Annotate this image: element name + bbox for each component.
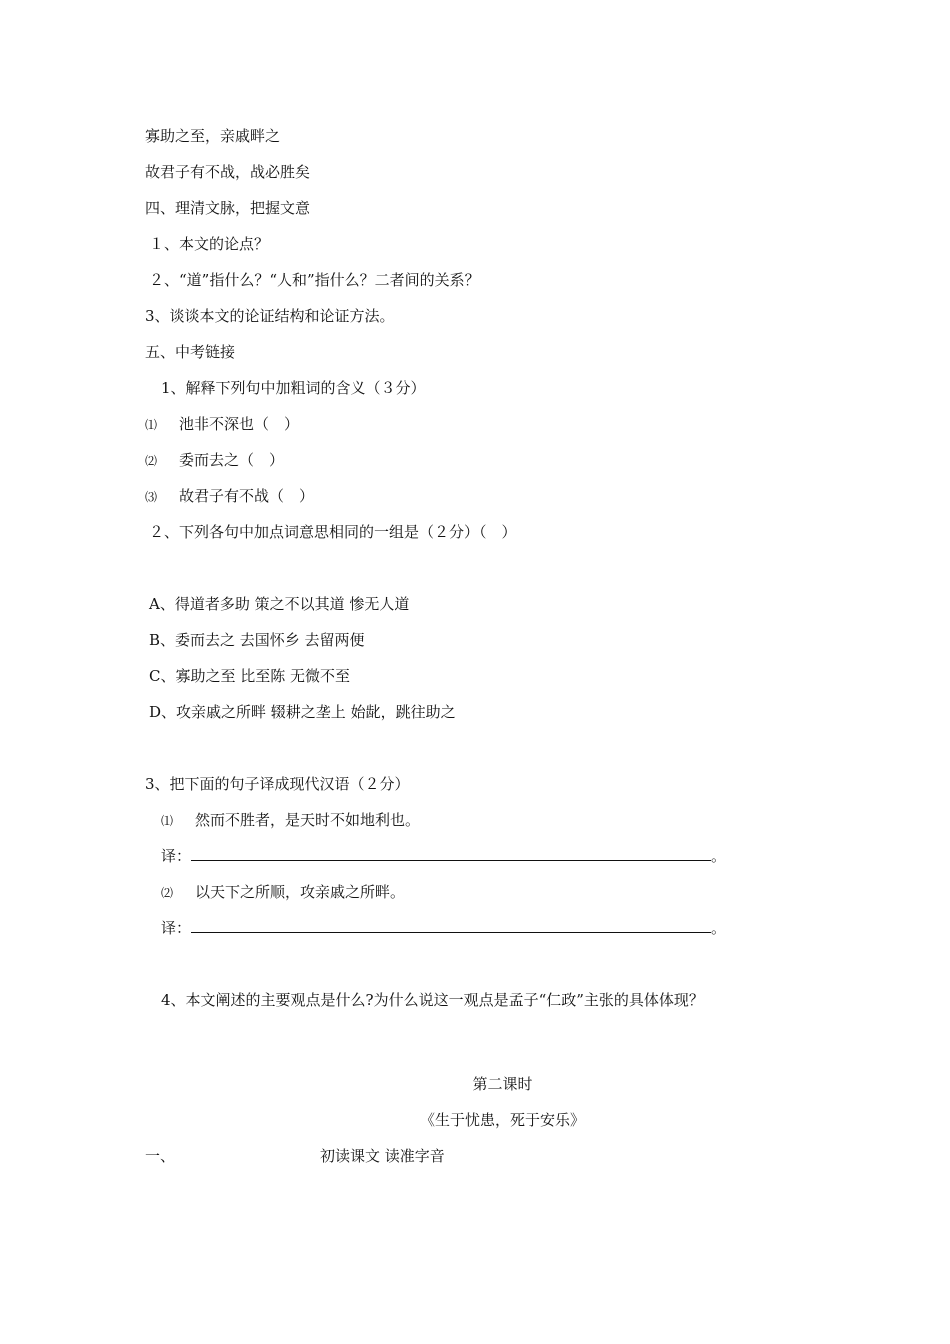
section-number: 一、 xyxy=(145,1147,176,1165)
answer-line xyxy=(161,846,726,866)
question: 3、谈谈本文的论证结构和论证方法。 xyxy=(145,307,395,325)
text-line: 寡助之至，亲戚畔之 xyxy=(145,127,281,145)
list-item xyxy=(145,450,284,471)
list-item xyxy=(145,486,314,507)
question: 4、本文阐述的主要观点是什么?为什么说这一观点是孟子“仁政”主张的具体体现？ xyxy=(161,991,704,1009)
answer-end: 。 xyxy=(711,847,727,865)
list-item xyxy=(161,810,420,831)
item-number: ⑶ xyxy=(145,490,158,504)
item-number: ⑴ xyxy=(145,418,158,432)
answer-end: 。 xyxy=(711,919,727,937)
option-b: B、委而去之 去国怀乡 去留两便 xyxy=(149,631,365,649)
item-number: ⑵ xyxy=(161,886,174,900)
item-text: 然而不胜者，是天时不如地利也。 xyxy=(195,811,421,829)
item-number: ⑵ xyxy=(145,454,158,468)
answer-blank[interactable] xyxy=(191,918,711,933)
answer-blank[interactable] xyxy=(191,846,711,861)
section-heading: 四、理清文脉，把握文意 xyxy=(145,199,311,217)
option-a: A、得道者多助 策之不以其道 惨无人道 xyxy=(149,595,410,613)
lesson-title: 第二课时 xyxy=(472,1075,533,1093)
item-text: 故君子有不战（ ） xyxy=(179,487,315,505)
question: ２、下列各句中加点词意思相同的一组是（２分）（ ） xyxy=(149,523,517,541)
text-line: 故君子有不战，战必胜矣 xyxy=(145,163,311,181)
answer-label: 译： xyxy=(161,919,192,937)
question: 3、把下面的句子译成现代汉语（２分） xyxy=(145,775,410,793)
option-d: D、攻亲戚之所畔 辍耕之垄上 始龀，跳往助之 xyxy=(149,703,456,721)
item-text: 以天下之所顺，攻亲戚之所畔。 xyxy=(195,883,406,901)
lesson-subtitle: 《生于忧患，死于安乐》 xyxy=(419,1111,585,1129)
item-number: ⑴ xyxy=(161,814,174,828)
answer-line xyxy=(161,918,726,938)
option-c: C、寡助之至 比至陈 无微不至 xyxy=(149,667,351,685)
list-item xyxy=(161,882,405,903)
answer-label: 译： xyxy=(161,847,192,865)
item-text: 池非不深也（ ） xyxy=(179,415,300,433)
section-heading xyxy=(145,1146,445,1166)
list-item xyxy=(145,414,299,435)
question: ２、“道”指什么？“人和”指什么？二者间的关系？ xyxy=(149,271,480,289)
section-text: 初读课文 读准字音 xyxy=(320,1147,445,1165)
question: １、本文的论点？ xyxy=(149,235,270,253)
item-text: 委而去之（ ） xyxy=(179,451,285,469)
section-heading: 五、中考链接 xyxy=(145,343,236,361)
question: 1、解释下列句中加粗词的含义（３分） xyxy=(161,379,426,397)
